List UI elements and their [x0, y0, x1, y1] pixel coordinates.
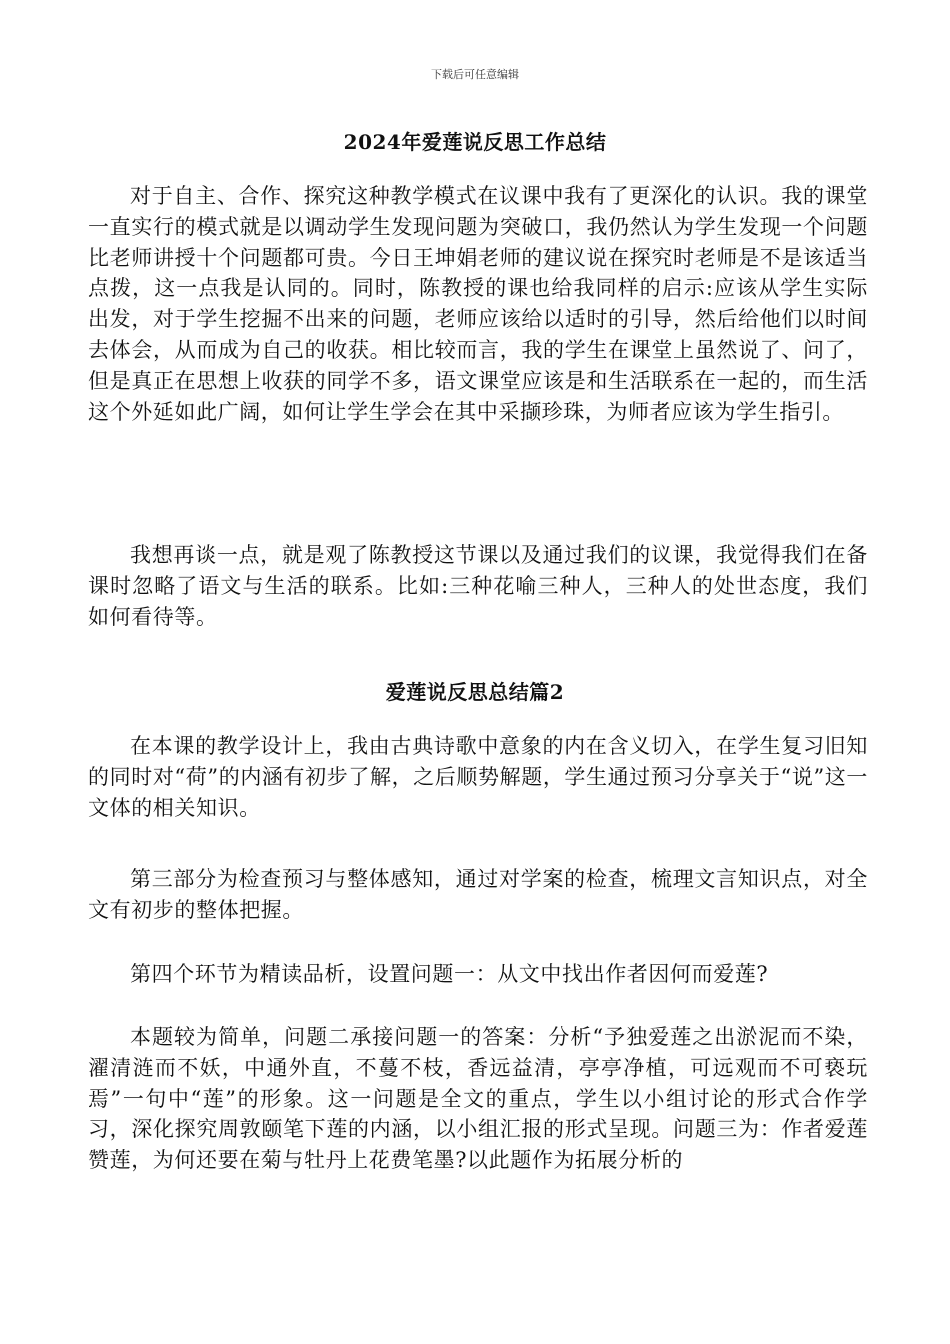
- page-header-note: 下载后可任意编辑: [431, 68, 519, 81]
- paragraph-close-reading: 第四个环节为精读品析，设置问题一：从文中找出作者因何而爱莲?: [130, 962, 769, 986]
- paragraph-self-directed-learning: 对于自主、合作、探究这种教学模式在议课中我有了更深化的认识。我的课堂一直实行的模式就是以调动学生发现问题为突破口，我仍然认为学生发现一个问题比老师讲授十个问题都可贵。今日王坤娟老师的建议说在探究时老师是不是该适当点拨，这一点我是认同的。同时，陈教授的课也给我同样的启示:应该从学生实际出发，对于学生挖掘不出来的问题，老师应该给以适时的引导，然后给他们以时间去体会，从而成为自己的收获。相比较而言，我的学生在课堂上虽然说了、问了，但是真正在思想上收获的同学不多，语文课堂应该是和生活联系在一起的，而生活这个外延如此广阔，如何让学生学会在其中采撷珍珠，为师者应该为学生指引。: [88, 184, 868, 424]
- paragraph-question-analysis: 本题较为简单，问题二承接问题一的答案：分析“予独爱莲之出淤泥而不染，濯清涟而不妖，中通外直，不蔓不枝，香远益清，亭亭净植，可远观而不可亵玩焉”一句中“莲”的形象。这一问题是全文的重点，学生以小组讨论的形式合作学习，深化探究周敦颐笔下莲的内涵，以小组汇报的形式呈现。问题三为：作者爱莲赞莲，为何还要在菊与牡丹上花费笔墨?以此题作为拓展分析的: [88, 1025, 868, 1173]
- paragraph-teaching-design: 在本课的教学设计上，我由古典诗歌中意象的内在含义切入，在学生复习旧知的同时对“荷”的内涵有初步了解，之后顺势解题，学生通过预习分享关于“说”这一文体的相关知识。: [88, 734, 868, 820]
- document-title: 2024年爱莲说反思工作总结: [343, 130, 607, 154]
- section-title-part-2: 爱莲说反思总结篇2: [385, 680, 565, 704]
- paragraph-preview-check: 第三部分为检查预习与整体感知，通过对学案的检查，梳理文言知识点，对全文有初步的整体把握。: [88, 867, 868, 922]
- paragraph-life-connection: 我想再谈一点，就是观了陈教授这节课以及通过我们的议课，我觉得我们在备课时忽略了语文与生活的联系。比如:三种花喻三种人，三种人的处世态度，我们如何看待等。: [88, 543, 868, 629]
